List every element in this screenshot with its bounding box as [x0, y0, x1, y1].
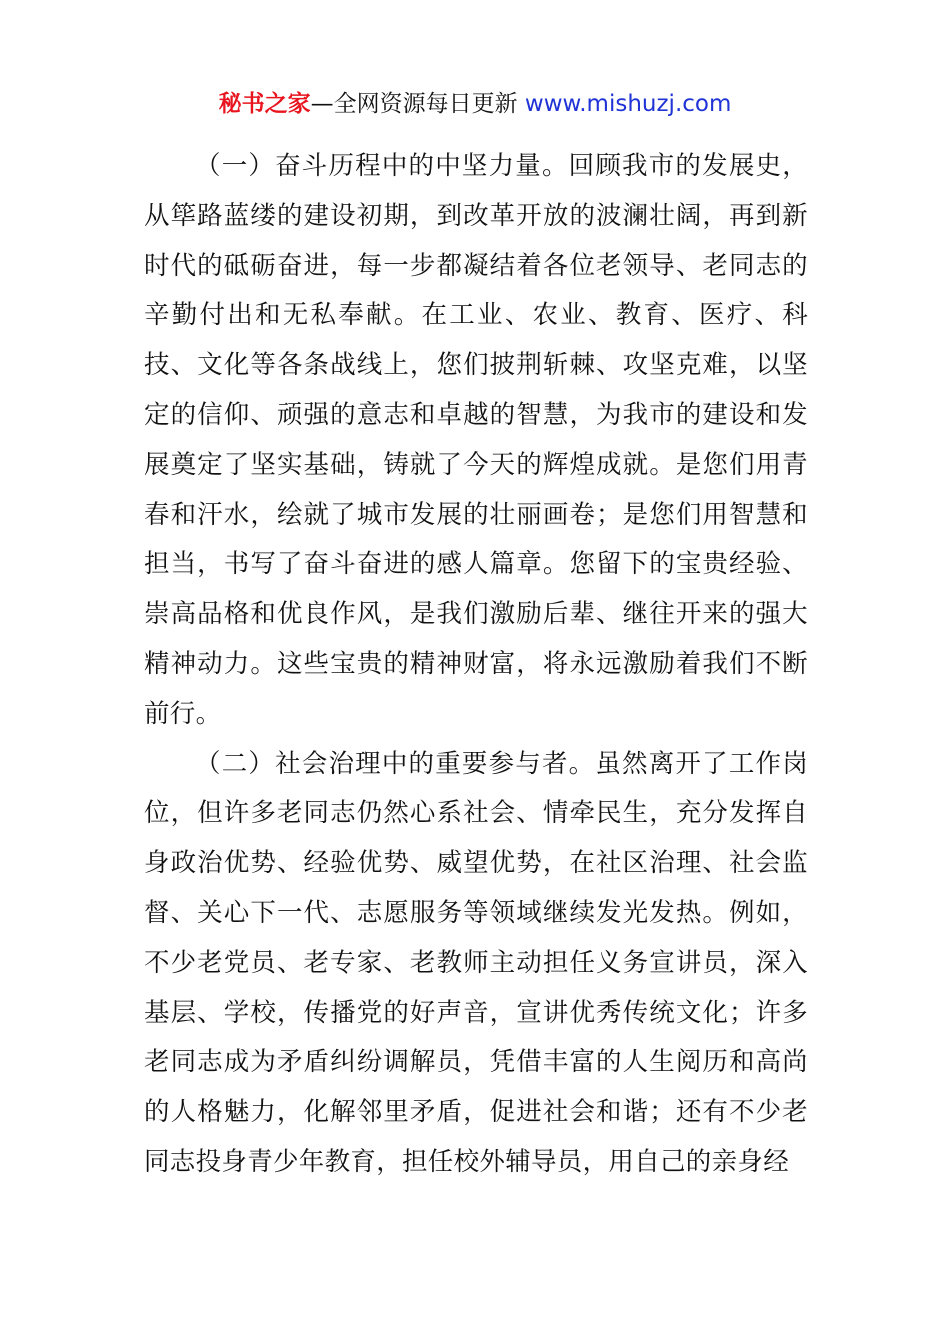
header-tagline: —全网资源每日更新 — [310, 91, 525, 117]
document-body — [144, 142, 808, 1188]
page-header — [0, 86, 950, 122]
paragraph-section-two: （二）社会治理中的重要参与者。虽然离开了工作岗位，但许多老同志仍然心系社会、情牵民生，充分发挥自身政治优势、经验优势、威望优势，在社区治理、社会监督、关心下一代、志愿服务等领域继续发光发热。例如，不少老党员、老专家、老教师主动担任义务宣讲员，深入基层、学校，传播党的好声音，宣讲优秀传统文化；许多老同志成为矛盾纠纷调解员，凭借丰富的人生阅历和高尚的人格魅力，化解邻里矛盾，促进社会和谐；还有不少老同志投身青少年教育，担任校外辅导员，用自己的亲身经 — [144, 748, 808, 1177]
paragraph-section-one: （一）奋斗历程中的中坚力量。回顾我市的发展史，从筚路蓝缕的建设初期，到改革开放的波澜壮阔，再到新时代的砥砺奋进，每一步都凝结着各位老领导、老同志的辛勤付出和无私奉献。在工业、农业、教育、医疗、科技、文化等各条战线上，您们披荆斩棘、攻坚克难，以坚定的信仰、顽强的意志和卓越的智慧，为我市的建设和发展奠定了坚实基础，铸就了今天的辉煌成就。是您们用青春和汗水，绘就了城市发展的壮丽画卷；是您们用智慧和担当，书写了奋斗奋进的感人篇章。您留下的宝贵经验、崇高品格和优良作风，是我们激励后辈、继往开来的强大精神动力。这些宝贵的精神财富，将永远激励着我们不断前行。 — [144, 151, 808, 729]
header-url-link[interactable]: www.mishuzj.com — [524, 91, 732, 117]
header-brand: 秘书之家 — [218, 91, 311, 117]
